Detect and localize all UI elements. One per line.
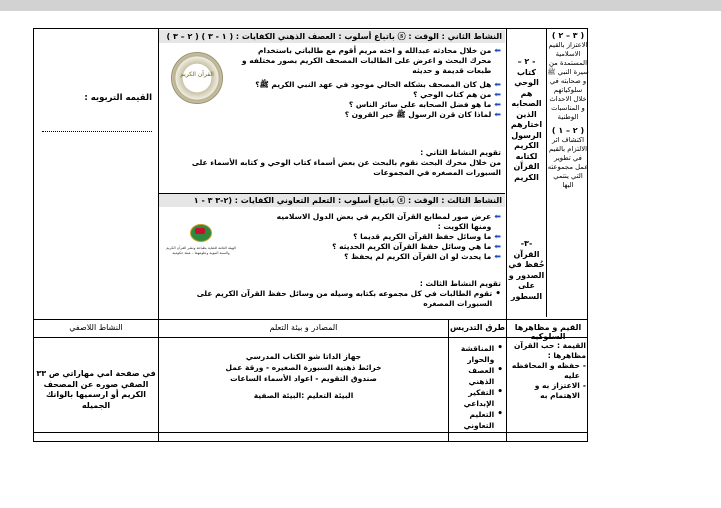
activity-3: النشاط الثالث : الوقت : ⓢ باتباع أسلوب : التعلم التعاوني الكفايات : (٢-٣ ٣ - ١ ⬅ عرض صور لمطابع القرآن الكريم في بعض الدول الاسلاميه ومنها الكويت : ⬅ ما وسائل حفظ القرآن الكريم قديما ؟ ⬅ ما هي وسائل حفظ القرآن الكريم الحديثه ؟ ⬅ ما يحدث لو ان القرآن الكريم لم يحفظ ؟ تقويم النشاط الثالث : • تقوم الطالبات في كل مجموعه بكتابه وسيله من وسائل حفظ القرآن الكريم على السبورات المصغره الهيئة العامة للعناية بطباعة ونشر القرآن الكريم والسنة النبوية وعلومهما – هيئة حكومية — [159, 194, 505, 318]
arrow-icon: ⬅ — [494, 232, 501, 241]
sources-line-2: خرائط ذهنية السبورة الصغيره - ورقة عمل — [225, 363, 382, 372]
method-item: التعليم التعاوني — [463, 410, 495, 430]
activity-3-header: النشاط الثالث : الوقت : ⓢ باتباع أسلوب : التعلم التعاوني الكفايات : (٢-٣ ٣ - ١ — [159, 194, 505, 207]
activity-2 — [159, 30, 505, 192]
extra-text: في صفحة امي مهاراتي ص ٣٣ الصقي صوره عن المصحف الكريم أو ارسميها بالوانك الجميله — [36, 369, 156, 410]
values-title: القيمة : حب القرآن — [513, 341, 586, 350]
method-item: المناقشة والحوار — [460, 344, 495, 364]
question: ما هي وسائل حفظ القرآن الكريم الحديثه ؟ — [332, 242, 492, 251]
arrow-icon: ⬅ — [494, 242, 501, 251]
activity-2-eval-title: تقويم النشاط الثاني : — [420, 148, 501, 157]
educational-value-label: القيمه التربويه : — [84, 93, 152, 103]
question: من هم كتاب الوحي ؟ — [413, 90, 492, 99]
educational-value-cell — [34, 29, 158, 319]
content-item-3: -٣- القرآن حُفظ في الصدور و على السطور — [508, 239, 545, 301]
method-item: التفكير الإبداعي — [463, 388, 495, 408]
sources-line-4: البيئة التعليم :البيئة الصفية — [253, 391, 354, 400]
quran-emblem-icon — [171, 52, 223, 104]
question: ما يحدث لو ان القرآن الكريم لم يحفظ ؟ — [344, 252, 492, 261]
activity-2-header: النشاط الثاني : الوقت : ⓢ باتباع أسلوب : العصف الذهني الكفايات : ( ١ - ٣ ) ( ٢ – ٣ ) — [159, 30, 505, 43]
standard-2: ( ٢ – ١ ) — [551, 126, 585, 135]
methods-bottom-cell: • المناقشة والحوار • العصف الذهني • التفكير الإبداعي • التعليم التعاوني — [449, 343, 506, 431]
arrow-icon: ⬅ — [494, 252, 501, 261]
arrow-icon: ⬅ — [494, 80, 501, 89]
values-sub: مظاهرها : — [547, 351, 586, 360]
question: ما وسائل حفظ القرآن الكريم قديما ؟ — [353, 232, 492, 241]
header-methods: طرق التدريس — [450, 323, 505, 332]
sources-bottom-cell — [159, 351, 448, 401]
values-item: حفظه و المحافظه عليه — [511, 361, 580, 380]
standards-cell — [547, 31, 589, 317]
activity-2-eval-text: من خلال محرك البحث نقوم بالبحث عن بعض أسماء كتاب الوحي و كتابه الأسماء على السبورات المصغره في المجموعات — [191, 158, 501, 177]
arrow-icon: ⬅ — [494, 90, 501, 99]
method-item: العصف الذهني — [468, 366, 495, 386]
value-dotted-line — [42, 131, 152, 132]
activity-3-eval-text: تقوم الطالبات في كل مجموعه بكتابه وسيله من وسائل حفظ القرآن الكريم على السبورات المصغره — [196, 289, 493, 308]
values-bottom-cell: القيمة : حب القرآن مظاهرها : - حفظه و المحافظه عليه - الاعتزاز به و الاهتمام به — [507, 341, 589, 401]
extra-bottom-cell — [36, 369, 156, 411]
arrow-icon: ⬅ — [494, 46, 501, 55]
activity-3-eval-title: تقويم النشاط الثالث : — [419, 279, 501, 288]
values-item: الاعتزاز به و الاهتمام به — [534, 381, 580, 400]
header-values: القيم و مظاهرها السلوكيه — [514, 323, 582, 341]
top-bar — [0, 0, 721, 11]
content-item-2: - ٢ – كتاب الوحي هم الصحابه الذين اختارهم الرسول الكريم لكتابه القرآن الكريم — [510, 57, 543, 182]
content-items-cell — [507, 31, 546, 317]
logo-caption: الهيئة العامة للعناية بطباعة ونشر القرآن الكريم والسنة النبوية وعلومهما – هيئة حكومية — [166, 246, 236, 255]
question: عرض صور لمطابع القرآن الكريم في بعض الدول الاسلاميه ومنها الكويت : — [276, 212, 492, 231]
kuwait-quran-authority-logo-icon — [165, 222, 237, 266]
arrow-icon: ⬅ — [494, 110, 501, 119]
arrow-icon: ⬅ — [494, 212, 501, 221]
standard-1: ( ٣ – ٢ ) — [551, 31, 585, 40]
activity-2-intro: من خلال محادثه عبدالله و اخته مريم أقوم مع طالباتي باستخدام محرك البحث و اعرض على الطالبات المصحف الكريم بصور مختلفه و طبعات قديمة و حديثه — [241, 46, 492, 75]
header-sources: المصادر و بيئة التعلم — [269, 323, 338, 332]
question: ما هو فضل الصحابه على سائر الناس ؟ — [348, 100, 492, 109]
sources-line-1: جهاز الداتا شو الكتاب المدرسي — [245, 352, 362, 361]
standard-1-text: الاعتزاز بالقيم الاسلامية المستمدة من سيرة النبي ﷺ و صحابته في سلوكياتهم خلال الاحداث و المناسبات الوطنية — [547, 41, 589, 121]
question: لماذا كان قرن الرسول ﷺ خير القرون ؟ — [344, 110, 492, 119]
header-extra: النشاط اللاصفي — [69, 323, 123, 332]
sources-line-3: صندوق التقويم - اعواد الأسماء الساعات — [230, 374, 377, 383]
emblem-text: القرآن الكريم — [180, 71, 214, 78]
question: هل كان المصحف بشكله الحالي موجود في عهد النبي الكريم ﷺ؟ — [255, 80, 492, 89]
arrow-icon: ⬅ — [494, 100, 501, 109]
lesson-plan-table — [33, 28, 588, 442]
standard-2-text: اكتشاف اثر الالتزام بالقيم في تطوير عمل مجموعته التي ينتمي اليها — [547, 136, 589, 189]
